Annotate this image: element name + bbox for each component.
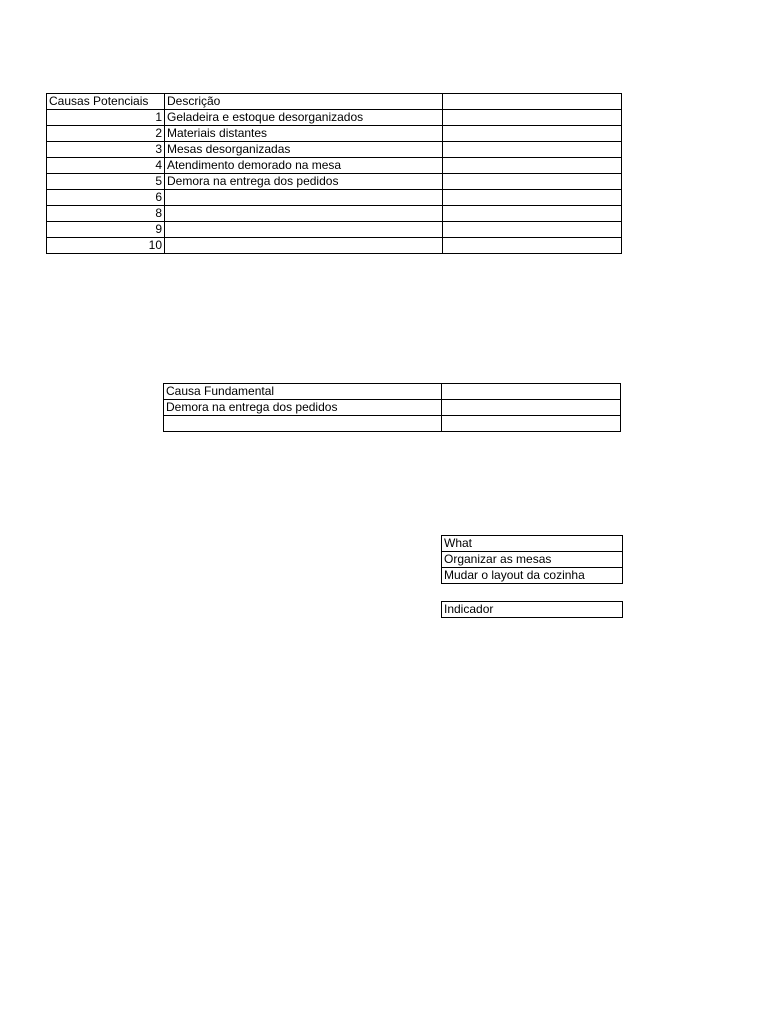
- cause-description: [165, 206, 443, 222]
- cause-number: 5: [47, 174, 165, 190]
- header-causa-fundamental: Causa Fundamental: [164, 384, 442, 400]
- table-row: [47, 126, 622, 142]
- table-row: [47, 206, 622, 222]
- indicator-header-row: [442, 602, 623, 618]
- table-row: [47, 158, 622, 174]
- header-indicador: Indicador: [442, 602, 623, 618]
- causes-header-row: [47, 94, 622, 110]
- cause-number: 6: [47, 190, 165, 206]
- table-row: [47, 174, 622, 190]
- what-header-row: [442, 536, 623, 552]
- cause-number: 8: [47, 206, 165, 222]
- root-cause-value: [164, 416, 442, 432]
- cause-extra: [443, 110, 622, 126]
- cause-description: [165, 190, 443, 206]
- cause-extra: [443, 206, 622, 222]
- cause-description: Geladeira e estoque desorganizados: [165, 110, 443, 126]
- header-empty: [442, 384, 621, 400]
- indicator-table: [441, 601, 623, 618]
- cause-number: 9: [47, 222, 165, 238]
- table-row: [442, 568, 623, 584]
- cause-extra: [443, 222, 622, 238]
- cause-description: Mesas desorganizadas: [165, 142, 443, 158]
- cause-extra: [443, 238, 622, 254]
- header-descricao: Descrição: [165, 94, 443, 110]
- what-action: Organizar as mesas: [442, 552, 623, 568]
- cause-description: [165, 238, 443, 254]
- header-empty: [443, 94, 622, 110]
- root-cause-extra: [442, 416, 621, 432]
- cause-extra: [443, 158, 622, 174]
- table-row: [47, 190, 622, 206]
- header-causas-potenciais: Causas Potenciais: [47, 94, 165, 110]
- cause-extra: [443, 142, 622, 158]
- root-cause-extra: [442, 400, 621, 416]
- root-cause-table: [163, 383, 621, 432]
- cause-description: Atendimento demorado na mesa: [165, 158, 443, 174]
- cause-description: Materiais distantes: [165, 126, 443, 142]
- cause-number: 2: [47, 126, 165, 142]
- table-row: [47, 110, 622, 126]
- what-table: [441, 535, 623, 584]
- table-row: [164, 416, 621, 432]
- what-action: Mudar o layout da cozinha: [442, 568, 623, 584]
- cause-number: 10: [47, 238, 165, 254]
- cause-number: 4: [47, 158, 165, 174]
- cause-extra: [443, 126, 622, 142]
- cause-extra: [443, 174, 622, 190]
- table-row: [442, 552, 623, 568]
- root-cause-value: Demora na entrega dos pedidos: [164, 400, 442, 416]
- table-row: [47, 142, 622, 158]
- cause-number: 3: [47, 142, 165, 158]
- cause-description: [165, 222, 443, 238]
- cause-description: Demora na entrega dos pedidos: [165, 174, 443, 190]
- root-cause-header-row: [164, 384, 621, 400]
- table-row: [47, 222, 622, 238]
- table-row: [47, 238, 622, 254]
- cause-extra: [443, 190, 622, 206]
- causes-table: [46, 93, 622, 254]
- table-row: [164, 400, 621, 416]
- header-what: What: [442, 536, 623, 552]
- cause-number: 1: [47, 110, 165, 126]
